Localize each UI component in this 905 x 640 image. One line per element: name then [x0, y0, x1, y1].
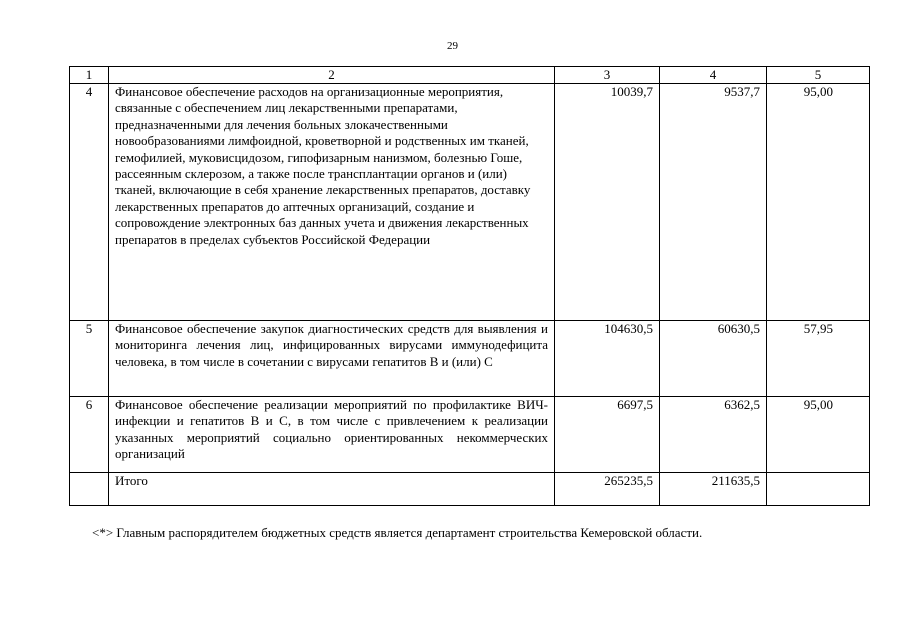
- table-row: [70, 397, 870, 473]
- row-value-col4: 6362,5: [660, 397, 767, 473]
- footnote: <*> Главным распорядителем бюджетных средств является департамент строительства Кемеровской области.: [92, 525, 703, 540]
- row-value-col5: 95,00: [767, 397, 870, 473]
- header-cell: 3: [555, 67, 660, 84]
- row-description: Финансовое обеспечение закупок диагностических средств для выявления и мониторинга лечения лиц, инфицированных вирусами иммунодефицита человека, в том числе в сочетании с вирусами гепатитов B и (или) C: [109, 321, 555, 397]
- row-value-col4: 60630,5: [660, 321, 767, 397]
- row-value-col4: 9537,7: [660, 84, 767, 321]
- table-row: [70, 84, 870, 321]
- row-number: 4: [70, 84, 109, 321]
- header-cell: 1: [70, 67, 109, 84]
- header-cell: 4: [660, 67, 767, 84]
- header-cell: 2: [109, 67, 555, 84]
- table-row: [70, 321, 870, 397]
- total-label: Итого: [109, 473, 555, 506]
- row-description: Финансовое обеспечение реализации мероприятий по профилактике ВИЧ-инфекции и гепатитов B и C, в том числе с привлечением к реализации указанных мероприятий социально ориентированных некоммерческих организаций: [109, 397, 555, 473]
- row-value-col5: 95,00: [767, 84, 870, 321]
- row-value-col3: 10039,7: [555, 84, 660, 321]
- total-number-cell: [70, 473, 109, 506]
- total-value-col4: 211635,5: [660, 473, 767, 506]
- total-value-col3: 265235,5: [555, 473, 660, 506]
- row-description: Финансовое обеспечение расходов на организационные мероприятия, связанные с обеспечением лиц лекарственными препаратами, предназначенными для лечения больных злокачественными новообразованиями лимфоидной, кроветворной и родственных им тканей, гемофилией, муковисцидозом, гипофизарным нанизмом, болезнью Гоше, рассеянным склерозом, а также после трансплантации органов и (или) тканей, включающие в себя хранение лекарственных препаратов, доставку лекарственных препаратов до аптечных организаций, создание и сопровождение электронных баз данных учета и движения лекарственных препаратов в пределах субъектов Российской Федерации: [109, 84, 555, 321]
- row-value-col3: 104630,5: [555, 321, 660, 397]
- total-value-col5: [767, 473, 870, 506]
- row-number: 5: [70, 321, 109, 397]
- total-row: [70, 473, 870, 506]
- table-header-row: [70, 67, 870, 84]
- page-number: 29: [447, 40, 458, 52]
- row-value-col3: 6697,5: [555, 397, 660, 473]
- header-cell: 5: [767, 67, 870, 84]
- budget-table: [69, 66, 870, 506]
- row-value-col5: 57,95: [767, 321, 870, 397]
- row-number: 6: [70, 397, 109, 473]
